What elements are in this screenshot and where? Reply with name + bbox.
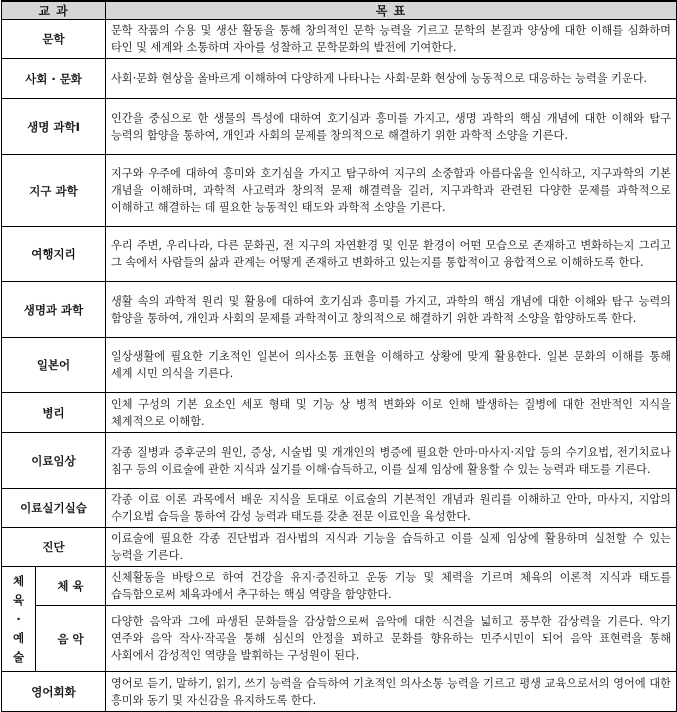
subject-cell: 병리 bbox=[2, 393, 106, 433]
subject-cell: 이료실기실습 bbox=[2, 489, 106, 528]
goal-cell: 신체활동을 바탕으로 하여 건강을 유지·증진하고 운동 기능 및 체력을 기르며 체육의 이론적 지식과 태도를 습득함으로써 체육과에서 추구하는 핵심 역량을 함양한다. bbox=[106, 567, 677, 606]
subject-cell: 음 악 bbox=[36, 606, 106, 672]
group-label-char: · bbox=[16, 611, 21, 626]
group-label-char: 술 bbox=[12, 649, 25, 664]
goal-cell: 사회·문화 현상을 올바르게 이해하여 다양하게 나타나는 사회·문화 현상에 능동적으로 대응하는 능력을 키운다. bbox=[106, 59, 677, 99]
goal-cell: 문학 작품의 수용 및 생산 활동을 통해 창의적인 문학 능력을 기르고 문학의 본질과 양상에 대한 이해를 심화하며 타인 및 세계와 소통하며 자아를 성찰하고 문학문화의 발전에 기여한다. bbox=[106, 20, 677, 59]
group-label-cell bbox=[2, 567, 36, 672]
goal-cell: 영어로 듣기, 말하기, 읽기, 쓰기 능력을 습득하여 기초적인 의사소통 능력을 기르고 평생 교육으로서의 영어에 대한 흥미와 동기 및 자신감을 유지하도록 한다. bbox=[106, 672, 677, 712]
table-row bbox=[2, 393, 677, 433]
goal-cell: 일상생활에 필요한 기초적인 일본어 의사소통 표현을 이해하고 상황에 맞게 활용한다. 일본 문화의 이해를 통해 세계 시민 의식을 기른다. bbox=[106, 338, 677, 393]
table-row bbox=[2, 282, 677, 338]
group-label-char: 체 bbox=[12, 573, 25, 588]
table-row bbox=[2, 489, 677, 528]
subject-cell: 생명 과학Ⅰ bbox=[2, 99, 106, 155]
table-row bbox=[2, 433, 677, 489]
table-row bbox=[2, 567, 677, 606]
goal-cell: 인간을 중심으로 한 생물의 특성에 대하여 호기심과 흥미를 가지고, 생명 과학의 핵심 개념에 대한 이해와 탐구 능력의 함양을 통하여, 개인과 사회의 문제를 창의적으로 해결하기 위한 과학적 소양을 기른다. bbox=[106, 99, 677, 155]
goal-cell: 이료술에 필요한 각종 진단법과 검사법의 지식과 기능을 습득하고 이를 실제 임상에 활용하며 실천할 수 있는 능력을 기른다. bbox=[106, 528, 677, 567]
table-row bbox=[2, 227, 677, 282]
subject-cell: 이료임상 bbox=[2, 433, 106, 489]
subject-cell: 문학 bbox=[2, 20, 106, 59]
subject-cell: 진단 bbox=[2, 528, 106, 567]
group-label-char: 육 bbox=[12, 592, 25, 607]
goal-cell: 지구와 우주에 대하여 흥미와 호기심을 가지고 탐구하여 지구의 소중함과 아름다움을 인식하고, 지구과학의 기본 개념을 이해하며, 과학적 사고력과 창의적 문제 해결력을 길러, 지구과학과 관련된 다양한 문제를 과학적으로 이해하고 해결하는 데 필요한 능동적인 태도와 과학적 소양을 기른다. bbox=[106, 155, 677, 227]
goal-cell: 우리 주변, 우리나라, 다른 문화권, 전 지구의 자연환경 및 인문 환경이 어떤 모습으로 존재하고 변화하는지 그리고 그 속에서 사람들의 삶과 관계는 어떻게 존재하고 변화하고 있는지를 통합적이고 융합적으로 이해하도록 한다. bbox=[106, 227, 677, 282]
table-row bbox=[2, 672, 677, 712]
goal-cell: 다양한 음악과 그에 파생된 문화들을 감상함으로써 음악에 대한 식견을 넓히고 풍부한 감상력을 기른다. 악기 연주와 음악 작사·작곡을 통해 심신의 안정을 꾀하고 문화를 향유하는 민주시민이 되어 음악 표현력을 통해 사회에서 감성적인 역량을 발휘하는 구성원이 된다. bbox=[106, 606, 677, 672]
subject-cell: 지구 과학 bbox=[2, 155, 106, 227]
goal-cell: 각종 이료 이론 과목에서 배운 지식을 토대로 이료술의 기본적인 개념과 원리를 이해하고 안마, 마사지, 지압의 수기요법 습득을 통하여 감성 능력과 태도를 갖춘 전문 이료인을 육성한다. bbox=[106, 489, 677, 528]
table-row bbox=[2, 606, 677, 672]
table-row bbox=[2, 528, 677, 567]
curriculum-table bbox=[1, 0, 677, 712]
subject-cell: 여행지리 bbox=[2, 227, 106, 282]
goal-cell: 인체 구성의 기본 요소인 세포 형태 및 기능 상 병적 변화와 이로 인해 발생하는 질병에 대한 전반적인 지식을 체계적으로 이해함. bbox=[106, 393, 677, 433]
goal-cell: 각종 질병과 증후군의 원인, 증상, 시술법 및 개개인의 병증에 필요한 안마·마사지·지압 등의 수기요법, 전기치료나 침구 등의 이료술에 관한 지식과 실기를 이해·습득하고, 이를 실제 임상에 활용할 수 있는 능력과 태도를 기른다. bbox=[106, 433, 677, 489]
header-row bbox=[2, 1, 677, 20]
table-row bbox=[2, 20, 677, 59]
header-goal: 목 표 bbox=[106, 1, 677, 20]
subject-cell: 영어회화 bbox=[2, 672, 106, 712]
header-subject: 교 과 bbox=[2, 1, 106, 20]
group-label-char: 예 bbox=[12, 630, 25, 645]
table-row bbox=[2, 99, 677, 155]
table-row bbox=[2, 59, 677, 99]
subject-cell: 일본어 bbox=[2, 338, 106, 393]
goal-cell: 생활 속의 과학적 원리 및 활용에 대하여 호기심과 흥미를 가지고, 과학의 핵심 개념에 대한 이해와 탐구 능력의 함양을 통하여, 개인과 사회의 문제를 과학적이고 창의적으로 해결하기 위한 과학적 소양을 함양하도록 한다. bbox=[106, 282, 677, 338]
subject-cell: 사회 · 문화 bbox=[2, 59, 106, 99]
table-row bbox=[2, 338, 677, 393]
subject-cell: 생명과 과학 bbox=[2, 282, 106, 338]
subject-cell: 체 육 bbox=[36, 567, 106, 606]
table-row bbox=[2, 155, 677, 227]
